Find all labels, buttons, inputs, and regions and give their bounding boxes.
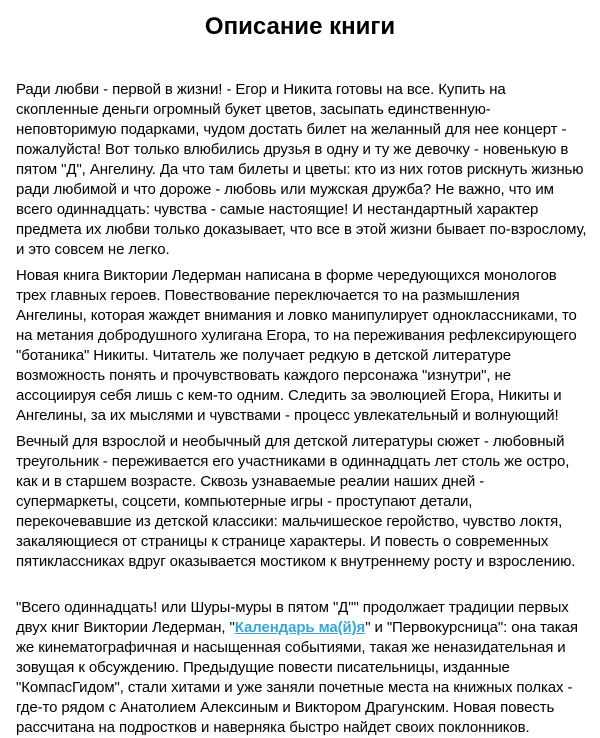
calendar-maya-book-link[interactable]: Календарь ма(й)я — [234, 619, 366, 636]
paragraph-4-text-before-link: "Всего одиннадцать! или Шуры-муры в пятом "Д"" продолжает традиции первых двух книг Виктории Ледерман, " — [16, 599, 569, 636]
description-paragraph-4 — [16, 598, 588, 738]
description-paragraph-1: Ради любви - первой в жизни! - Егор и Никита готовы на все. Купить на скопленные деньги огромный букет цветов, засыпать единственную-неповторимую подарками, чудом достать билет на желанный для нее концерт - пожалуйста! Вот только влюбились друзья в одну и ту же девочку - новенькую в пятом "Д", Ангелину. Да что там билеты и цветы: кто из них готов рискнуть жизнью ради любимой и что дороже - любовь или мужская дружба? Не важно, что им всего одиннадцать: чувства - самые настоящие! И нестандартный характер предмета их любви только доказывает, что все в этой жизни бывает по-взрослому, и это совсем не легко. — [16, 81, 587, 258]
description-paragraph-2: Новая книга Виктории Ледерман написана в форме чередующихся монологов трех главных героев. Повествование переключается то на размышления Ангелины, которая жаждет внимания и ловко манипулирует одноклассниками, то на метания добродушного хулигана Егора, то на переживания рефлексирующего "ботаника" Никиты. Читатель же получает редкую в детской литературе возможность понять и прочувствовать каждого персонажа "изнутри", не ассоциируя себя лишь с кем-то одним. Следить за эволюцией Егора, Никиты и Ангелины, за их мыслями и чувствами - процесс увлекательный и волнующий! — [16, 267, 577, 424]
page-title: Описание книги — [204, 13, 396, 40]
paragraph-4-text-after-link: " и "Первокурсница": она такая же кинематографичная и насыщенная событиями, такая же неназидательная и зовущая к обсуждению. Предыдущие повести писательницы, изданные "КомпасГидом", стали хитами и уже заняли почетные места на книжных полках - где-то рядом с Анатолием Алексиным и Виктором Драгунским. Новая повесть рассчитана на подростков и наверняка быстро найдет своих поклонников. — [16, 619, 578, 736]
description-paragraph-3: Вечный для взрослой и необычный для детской литературы сюжет - любовный треугольник - переживается его участниками в одиннадцать лет столь же остро, как и в старшем возрасте. Сквозь узнаваемые реалии наших дней - супермаркеты, соцсети, компьютерные игры - проступают детали, перекочевавшие из детской классики: мальчишеское геройство, чувство локтя, закаляющиеся от страницы к странице характеры. И повесть о современных пятиклассниках вдруг оказывается мостиком к внутреннему росту и взрослению. — [16, 433, 576, 570]
